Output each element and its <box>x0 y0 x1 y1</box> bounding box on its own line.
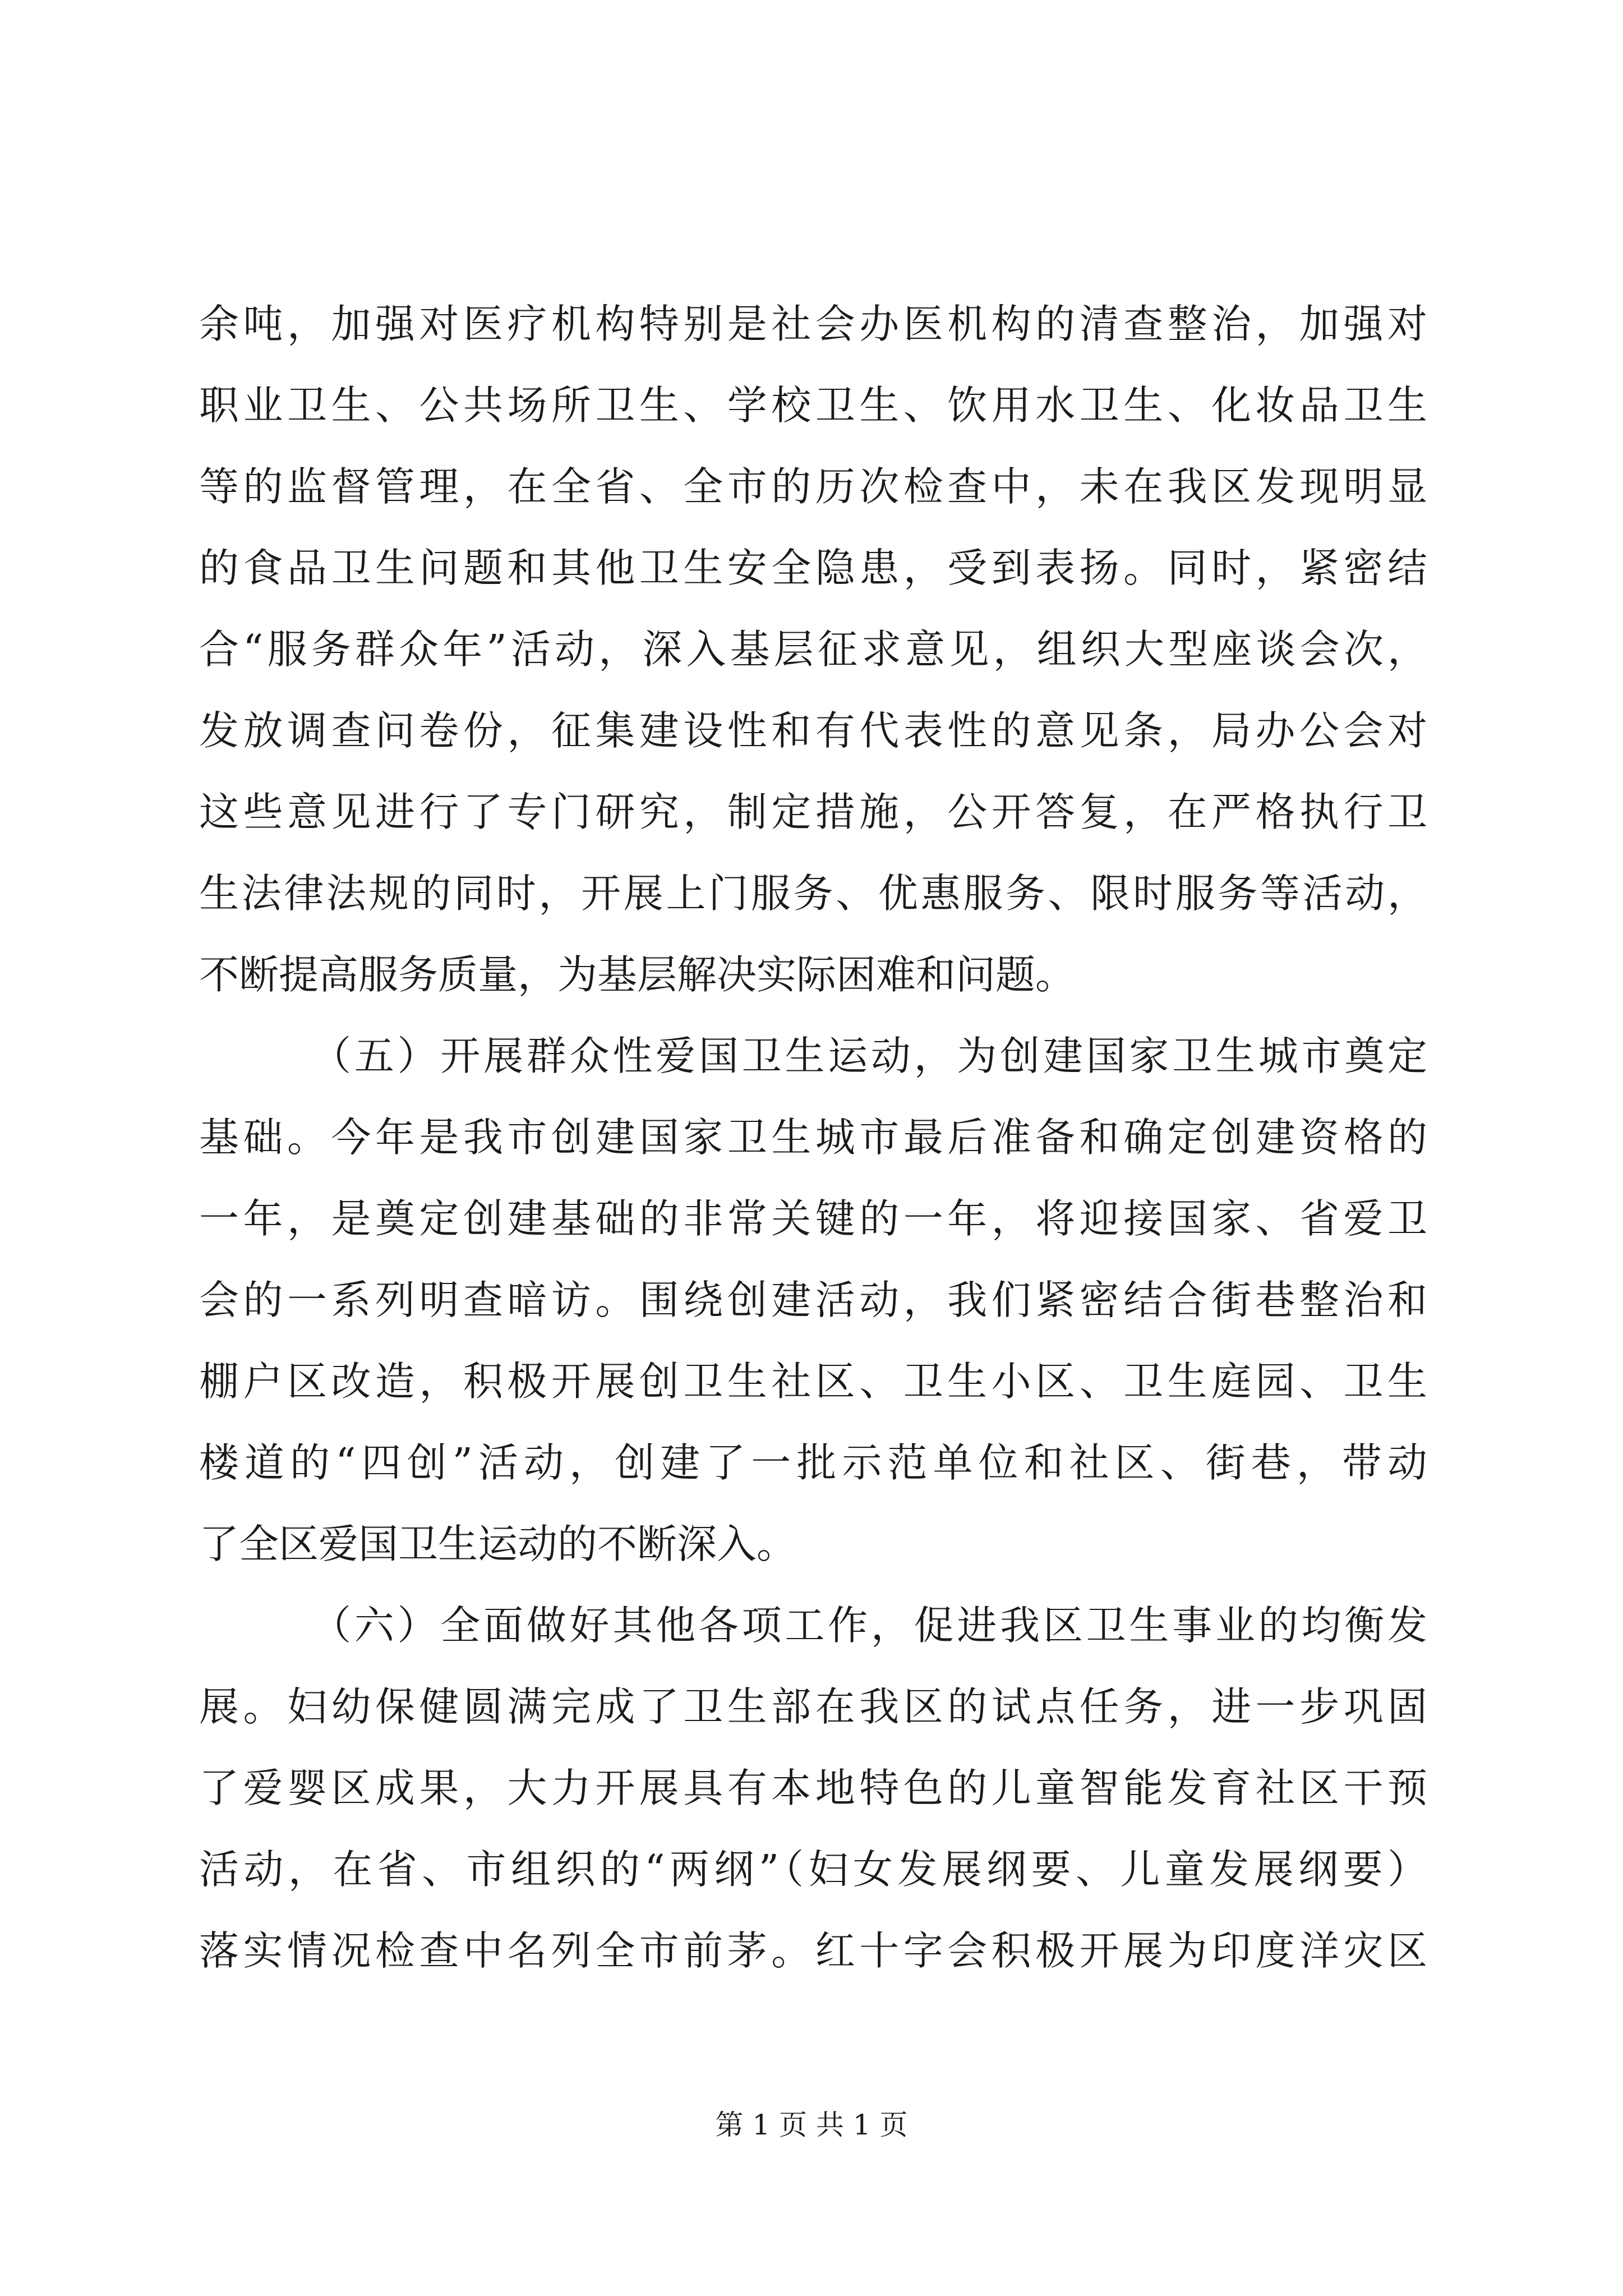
text-line: 一年，是奠定创建基础的非常关键的一年，将迎接国家、省爱卫 <box>199 1195 1427 1242</box>
document-body <box>199 283 1427 1991</box>
text-line: 了全区爱国卫生运动的不断深入。 <box>199 1521 797 1567</box>
text-line: 了爱婴区成果，大力开展具有本地特色的儿童智能发育社区干预 <box>199 1765 1427 1811</box>
text-line: 不断提高服务质量，为基层解决实际困难和问题。 <box>199 951 1076 998</box>
text-line: 展。妇幼保健圆满完成了卫生部在我区的试点任务，进一步巩固 <box>199 1683 1427 1730</box>
text-line: 这些意见进行了专门研究，制定措施，公开答复，在严格执行卫 <box>199 789 1427 835</box>
text-line: 楼道的“四创”活动，创建了一批示范单位和社区、街巷，带动 <box>199 1439 1427 1486</box>
text-line: 合“服务群众年”活动，深入基层征求意见，组织大型座谈会次， <box>199 626 1427 673</box>
text-line: 等的监督管理，在全省、全市的历次检查中，未在我区发现明显 <box>199 463 1427 510</box>
text-line: 基础。今年是我市创建国家卫生城市最后准备和确定创建资格的 <box>199 1114 1427 1161</box>
text-line: 生法律法规的同时，开展上门服务、优惠服务、限时服务等活动， <box>199 870 1427 917</box>
text-line: 余吨，加强对医疗机构特别是社会办医机构的清查整治，加强对 <box>199 301 1427 347</box>
text-line: 棚户区改造，积极开展创卫生社区、卫生小区、卫生庭园、卫生 <box>199 1358 1427 1405</box>
text-line: 职业卫生、公共场所卫生、学校卫生、饮用水卫生、化妆品卫生 <box>199 382 1427 429</box>
page-number: 第 1 页 共 1 页 <box>715 2109 908 2141</box>
section-heading-line: （五）开展群众性爱国卫生运动，为创建国家卫生城市奠定 <box>311 1033 1427 1079</box>
text-line: 会的一系列明查暗访。围绕创建活动，我们紧密结合街巷整治和 <box>199 1277 1427 1323</box>
text-line: 活动，在省、市组织的“两纲”（妇女发展纲要、儿童发展纲要） <box>199 1846 1427 1893</box>
text-line: 落实情况检查中名列全市前茅。红十字会积极开展为印度洋灾区 <box>199 1927 1427 1974</box>
section-heading-line: （六）全面做好其他各项工作，促进我区卫生事业的均衡发 <box>311 1602 1427 1649</box>
page-footer <box>0 2102 1623 2143</box>
text-line: 发放调查问卷份，征集建设性和有代表性的意见条，局办公会对 <box>199 707 1427 754</box>
text-line: 的食品卫生问题和其他卫生安全隐患，受到表扬。同时，紧密结 <box>199 545 1427 591</box>
